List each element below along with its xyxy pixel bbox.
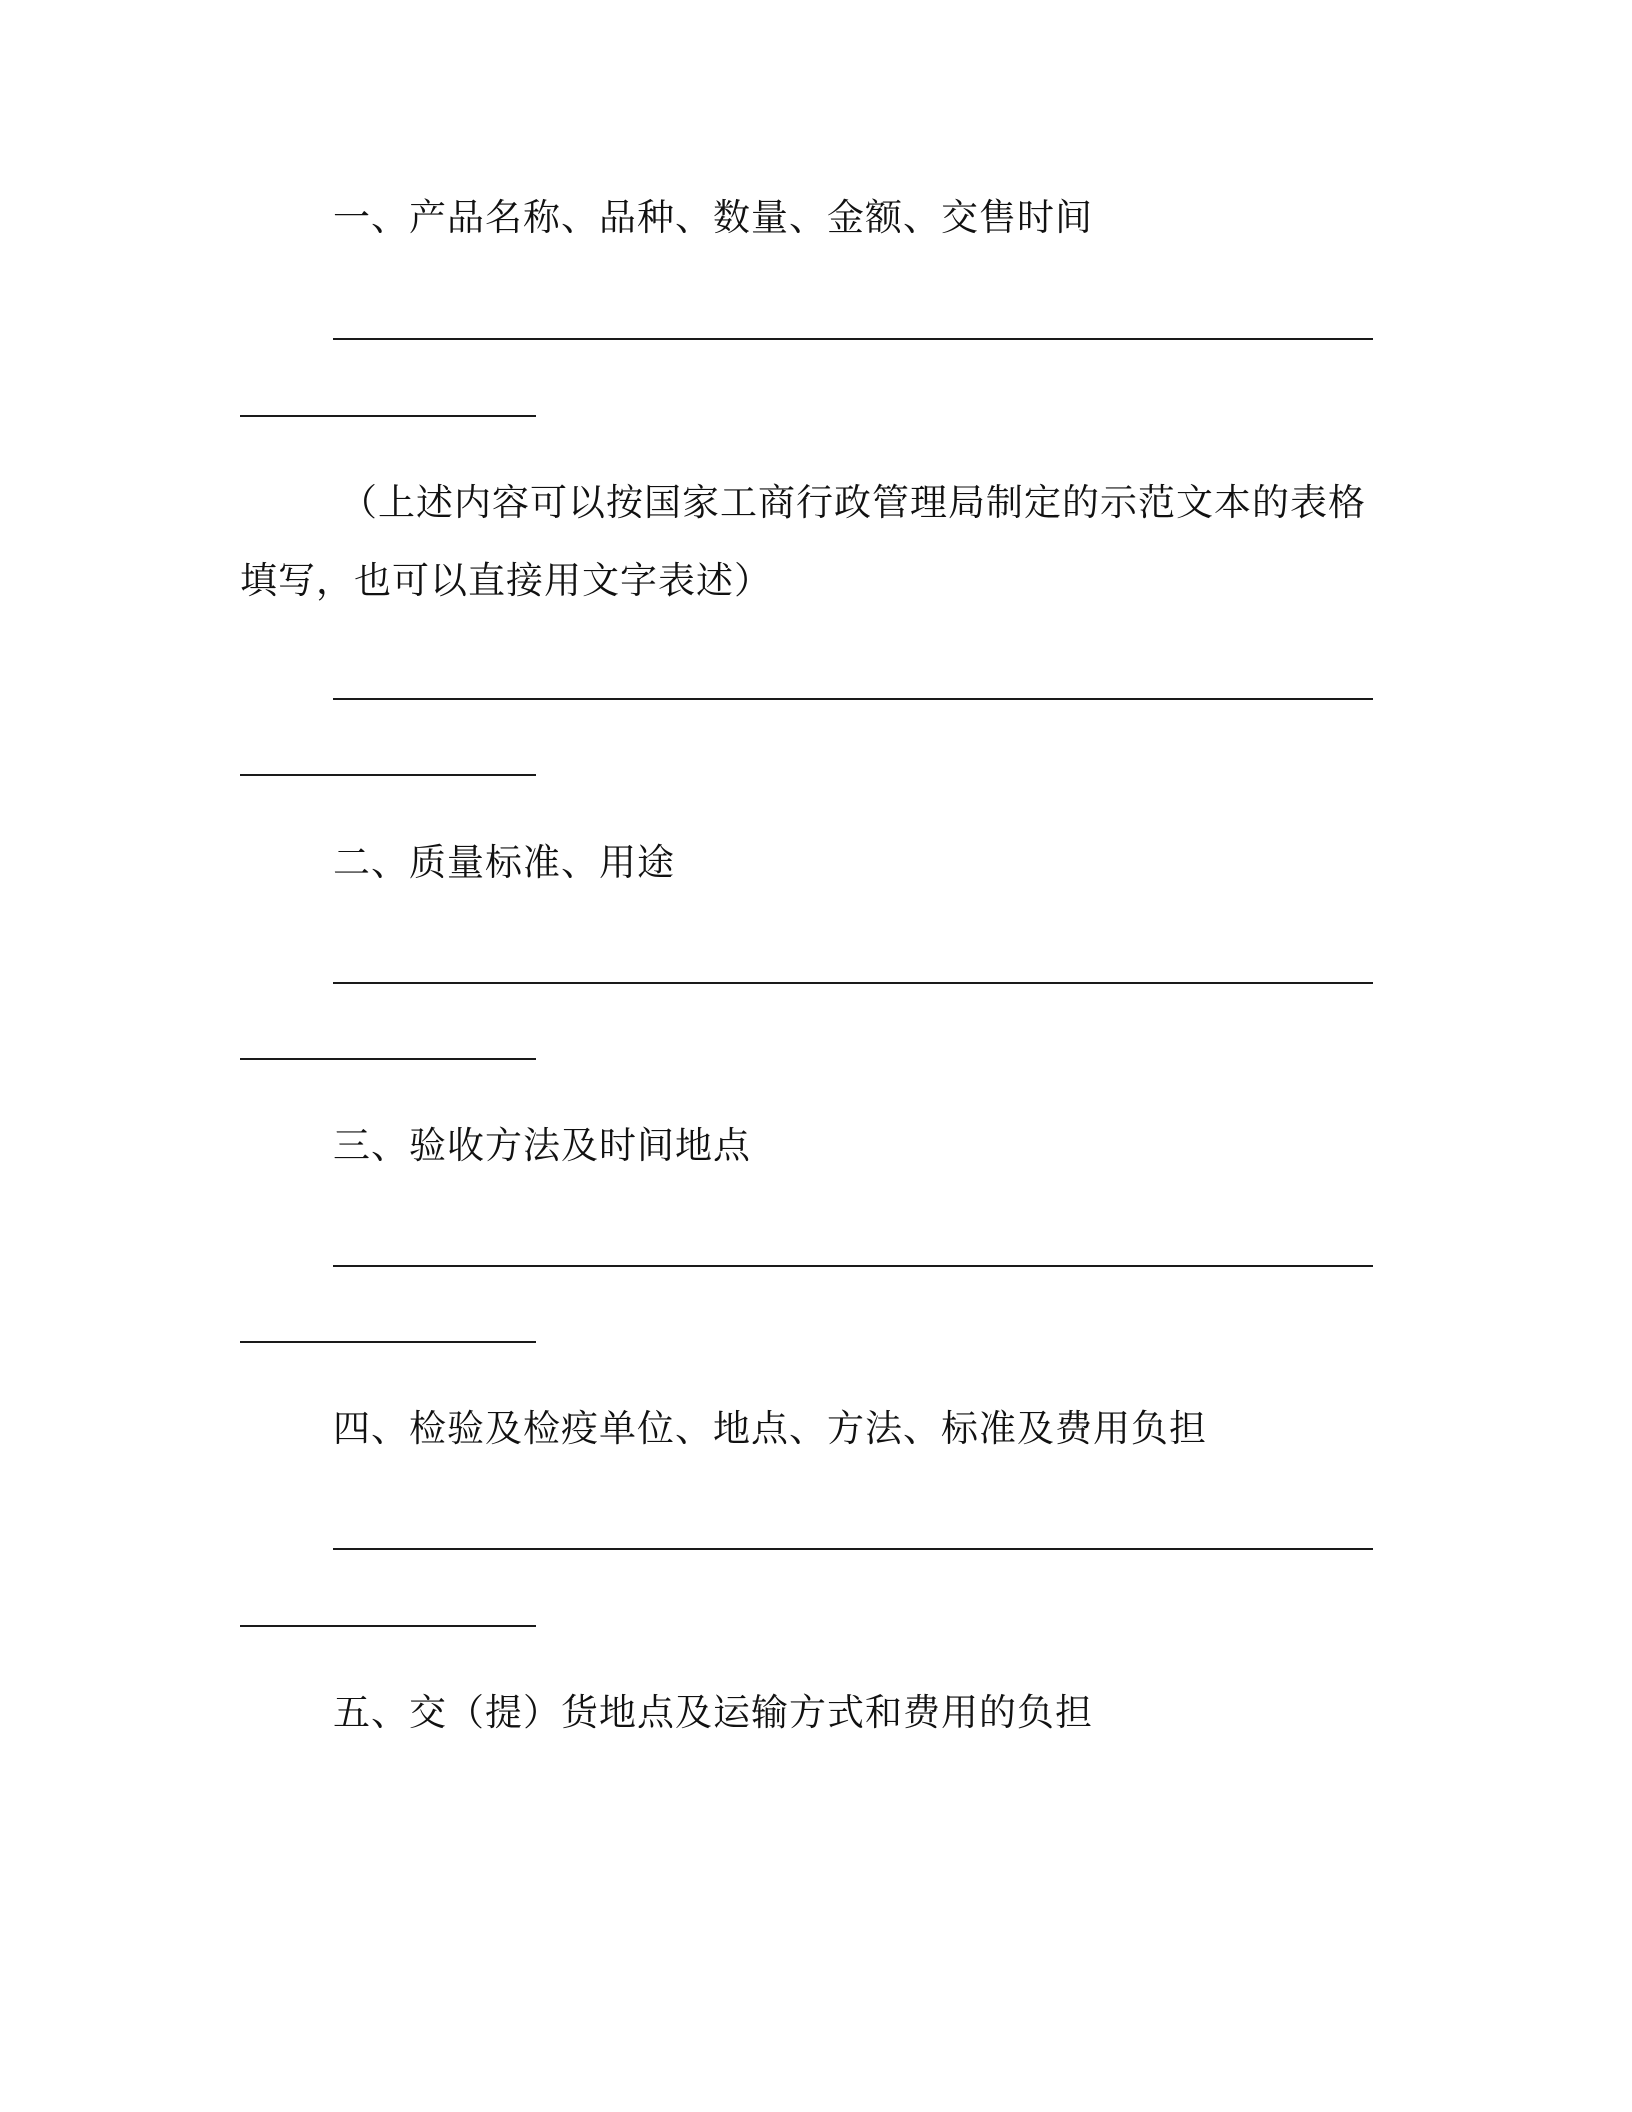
blank-line (333, 982, 1373, 984)
blank-line (240, 774, 536, 776)
blank-line (333, 338, 1373, 340)
section-3-title: 三、验收方法及时间地点 (333, 1124, 751, 1167)
section-1-note-text: （上述内容可以按国家工商行政管理局制定的示范文本的表格填写，也可以直接用文字表述） (240, 481, 1366, 602)
section-5-title: 五、交（提）货地点及运输方式和费用的负担 (333, 1691, 1093, 1734)
section-1-title: 一、产品名称、品种、数量、金额、交售时间 (333, 196, 1093, 239)
section-4-title: 四、检验及检疫单位、地点、方法、标准及费用负担 (333, 1407, 1207, 1450)
blank-line (240, 1625, 536, 1627)
blank-line (240, 1341, 536, 1343)
blank-line (333, 1265, 1373, 1267)
section-1-note (240, 464, 1372, 620)
section-2-title: 二、质量标准、用途 (333, 841, 675, 884)
blank-line (333, 698, 1373, 700)
blank-line (240, 1058, 536, 1060)
blank-line (333, 1548, 1373, 1550)
blank-line (240, 415, 536, 417)
